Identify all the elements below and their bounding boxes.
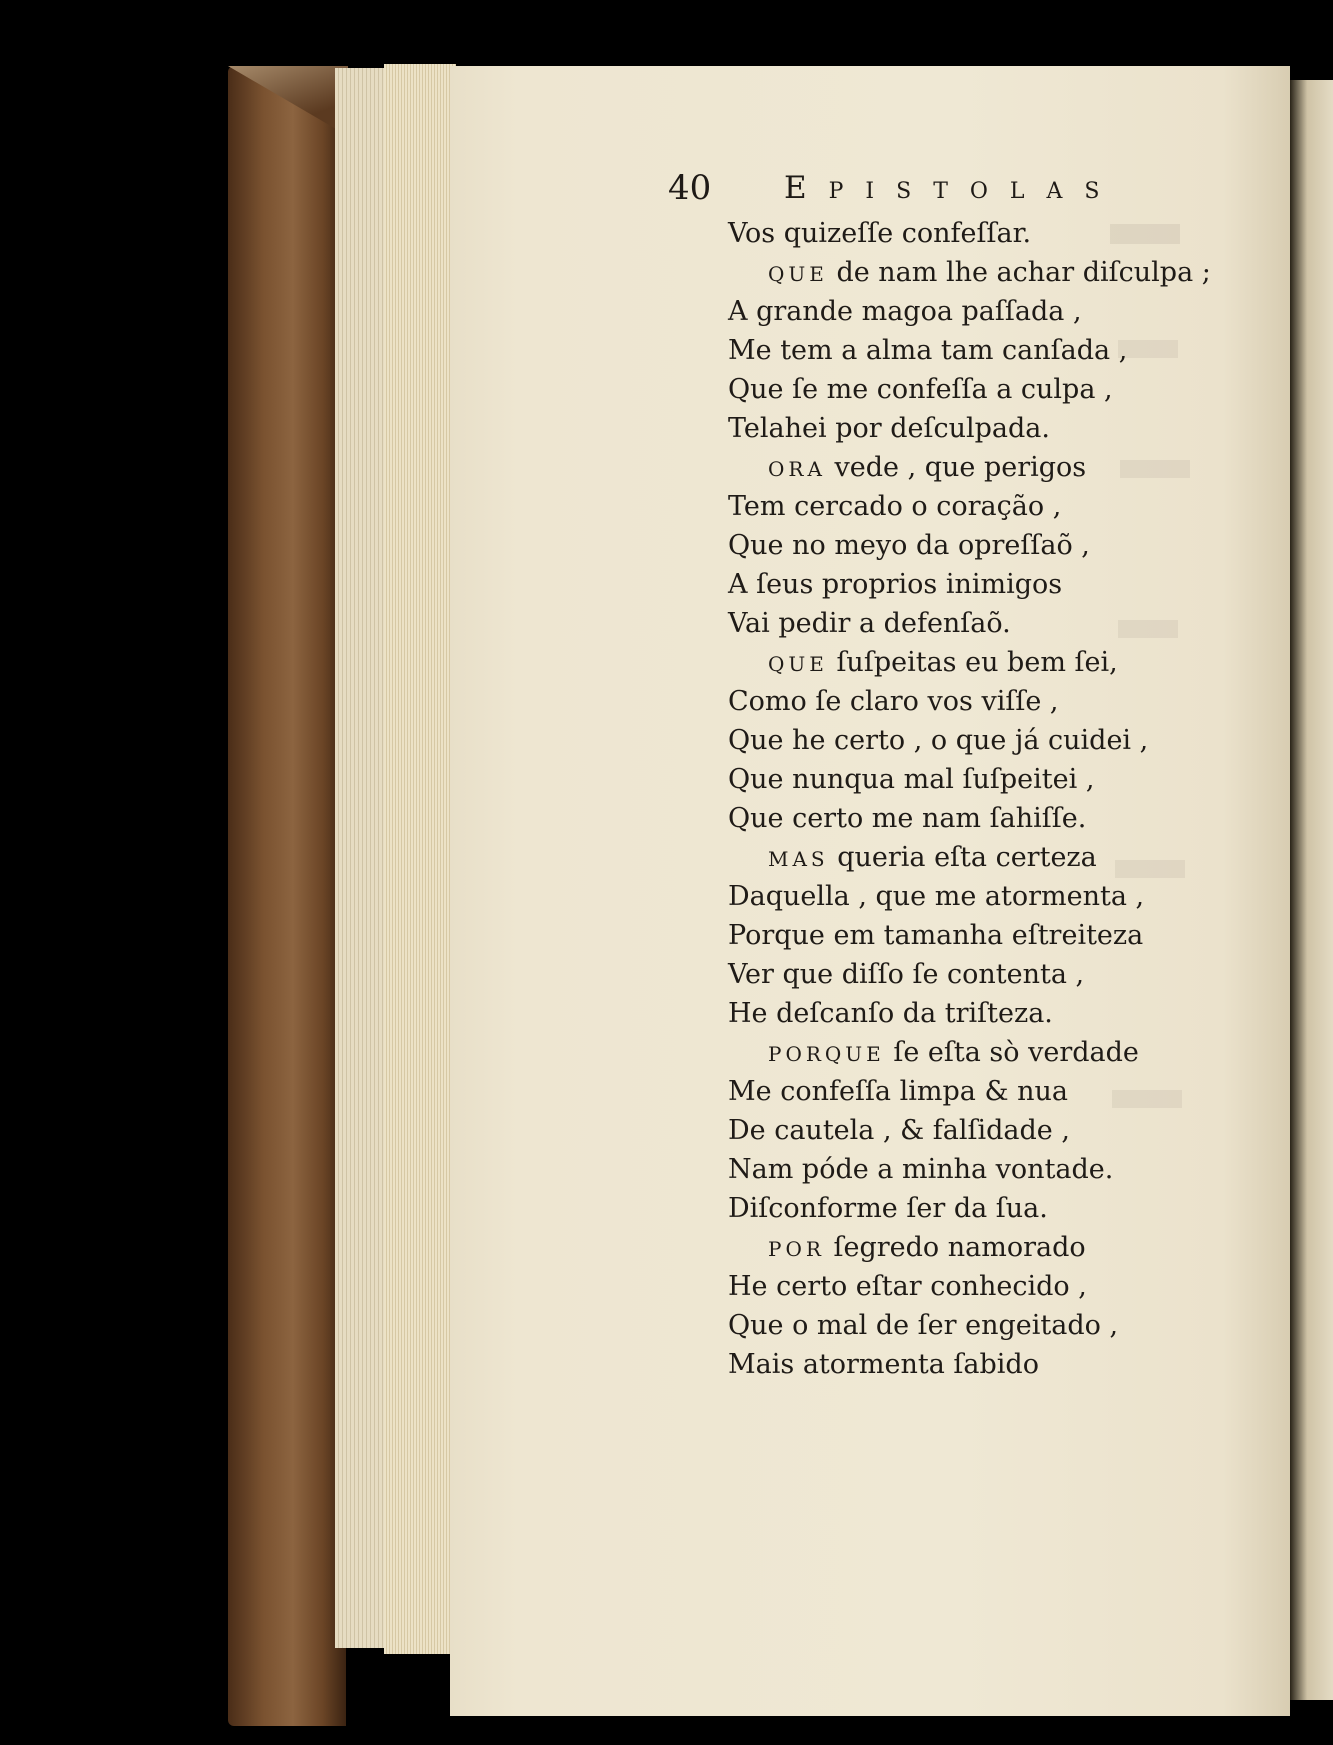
verse-text: Porque em tamanha eſtreiteza — [728, 920, 1144, 951]
verse-line — [728, 448, 1248, 487]
verse-text: queria eſta certeza — [828, 842, 1097, 873]
verse-line — [728, 331, 1248, 370]
verse-text: Tem cercado o coração , — [728, 491, 1062, 522]
verse-line — [728, 292, 1248, 331]
verse-line — [728, 565, 1248, 604]
stanza-opening-word: PORQUE — [768, 1042, 885, 1066]
verse-line — [728, 604, 1248, 643]
stanza-opening-word: QUE — [768, 262, 828, 286]
verse-text: ſuſpeitas eu bem ſei, — [827, 647, 1118, 678]
verse-line — [728, 916, 1248, 955]
verse-line — [728, 1033, 1248, 1072]
verse-line — [728, 1072, 1248, 1111]
verse-text: Telahei por deſculpada. — [728, 413, 1050, 444]
verse-line — [728, 487, 1248, 526]
verse-line — [728, 994, 1248, 1033]
stanza-opening-word: MAS — [768, 847, 829, 871]
verse-text: De cautela , & falſidade , — [728, 1115, 1070, 1146]
facing-page-edge — [1290, 80, 1333, 1700]
stanza-opening-word: POR — [768, 1237, 825, 1261]
running-header — [668, 168, 1148, 208]
verse-text: Vai pedir a defenſaõ. — [728, 608, 1011, 639]
leather-cover — [228, 66, 346, 1726]
verse-line — [728, 643, 1248, 682]
verse-text: ſegredo namorado — [824, 1232, 1086, 1263]
verse-text: A ſeus proprios inimigos — [728, 569, 1063, 600]
verse-text: Me confeſſa limpa & nua — [728, 1076, 1068, 1107]
verse-line — [728, 1345, 1248, 1384]
verse-text: Como ſe claro vos viſſe , — [728, 686, 1059, 717]
running-title: Epistolas — [784, 170, 1122, 206]
verse-line — [728, 877, 1248, 916]
stanza-opening-word: QUE — [768, 652, 828, 676]
verse-line — [728, 760, 1248, 799]
verse-text: Vos quizeſſe confeſſar. — [728, 218, 1032, 249]
verse-text: Que nunqua mal ſuſpeitei , — [728, 764, 1095, 795]
verse-text: He certo eſtar conhecido , — [728, 1271, 1087, 1302]
verse-line — [728, 526, 1248, 565]
verse-text: Que certo me nam ſahiſſe. — [728, 803, 1087, 834]
verse-line — [728, 214, 1248, 253]
verse-text: Ver que diſſo ſe contenta , — [728, 959, 1085, 990]
verse-text: Que he certo , o que já cuidei , — [728, 725, 1149, 756]
verse-text: Diſconforme ſer da ſua. — [728, 1193, 1048, 1224]
verse-text: Me tem a alma tam canſada , — [728, 335, 1128, 366]
verse-line — [728, 721, 1248, 760]
verse-line — [728, 838, 1248, 877]
stanza-opening-word: ORA — [768, 457, 826, 481]
verse-text: A grande magoa paſſada , — [728, 296, 1082, 327]
verse-line — [728, 1150, 1248, 1189]
verse-text: He deſcanſo da triſteza. — [728, 998, 1053, 1029]
verse-list — [728, 214, 1248, 1384]
verse-line — [728, 682, 1248, 721]
verse-text: Que ſe me confeſſa a culpa , — [728, 374, 1113, 405]
verse-line — [728, 955, 1248, 994]
verse-text: ſe eſta sò verdade — [884, 1037, 1139, 1068]
verse-line — [728, 1228, 1248, 1267]
verse-text: vede , que perigos — [825, 452, 1087, 483]
verse-text: Mais atormenta ſabido — [728, 1349, 1039, 1380]
verse-text: Que no meyo da opreſſaõ , — [728, 530, 1090, 561]
verse-line — [728, 253, 1248, 292]
verse-line — [728, 370, 1248, 409]
verse-text: Nam póde a minha vontade. — [728, 1154, 1114, 1185]
page-edges-front — [384, 64, 456, 1654]
verse-line — [728, 1189, 1248, 1228]
page-number: 40 — [668, 168, 712, 208]
verse-text: Daquella , que me atormenta , — [728, 881, 1145, 912]
verse-line — [728, 409, 1248, 448]
verse-line — [728, 799, 1248, 838]
verse-text: Que o mal de ſer engeitado , — [728, 1310, 1119, 1341]
verse-line — [728, 1111, 1248, 1150]
verse-line — [728, 1267, 1248, 1306]
verse-line — [728, 1306, 1248, 1345]
verse-text: de nam lhe achar diſculpa ; — [827, 257, 1211, 288]
